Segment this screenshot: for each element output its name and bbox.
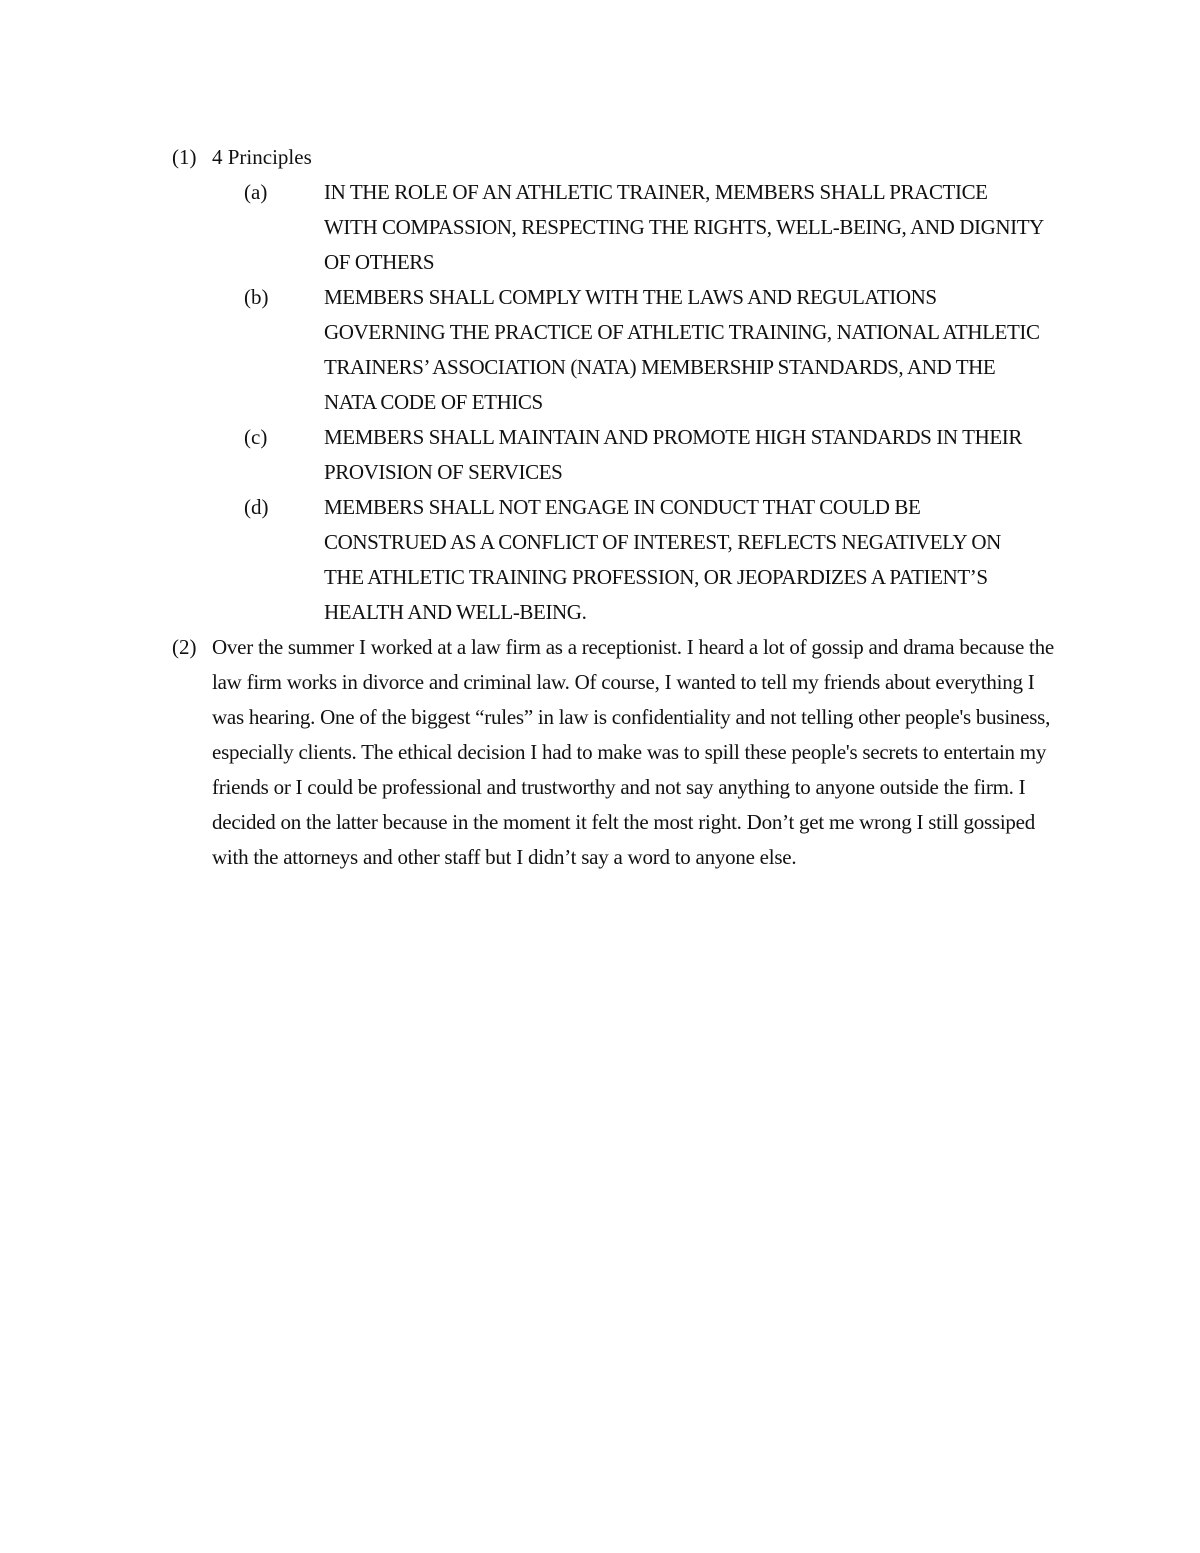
document-body bbox=[172, 140, 1072, 875]
principle-item-b bbox=[244, 280, 1044, 420]
list-marker: (2) bbox=[172, 635, 197, 659]
sublist-marker: (d) bbox=[244, 495, 269, 519]
principle-item-a bbox=[244, 175, 1044, 280]
principle-text: MEMBERS SHALL COMPLY WITH THE LAWS AND REGULATIONS GOVERNING THE PRACTICE OF ATHLETIC TRAINING, NATIONAL ATHLETIC TRAINERS’ ASSOCIATION (NATA) MEMBERSHIP STANDARDS, AND THE NATA CODE OF ETHICS bbox=[324, 285, 1040, 414]
principle-item-d bbox=[244, 490, 1044, 630]
list-item-ethical-decision bbox=[172, 630, 1072, 875]
list-item-principles bbox=[172, 140, 1072, 630]
principle-item-c bbox=[244, 420, 1044, 490]
sublist-marker: (c) bbox=[244, 425, 268, 449]
list-item-title: 4 Principles bbox=[212, 145, 312, 169]
list-marker: (1) bbox=[172, 145, 197, 169]
principles-sublist bbox=[244, 175, 1044, 630]
principle-text: IN THE ROLE OF AN ATHLETIC TRAINER, MEMBERS SHALL PRACTICE WITH COMPASSION, RESPECTING THE RIGHTS, WELL-BEING, AND DIGNITY OF OTHERS bbox=[324, 180, 1044, 274]
sublist-marker: (a) bbox=[244, 180, 268, 204]
paragraph-text: Over the summer I worked at a law firm as a receptionist. I heard a lot of gossip and drama because the law firm works in divorce and criminal law. Of course, I wanted to tell my friends about everything I was hearing. One of the biggest “rules” in law is confidentiality and not telling other people's business, especially clients. The ethical decision I had to make was to spill these people's secrets to entertain my friends or I could be professional and trustworthy and not say anything to anyone outside the firm. I decided on the latter because in the moment it felt the most right. Don’t get me wrong I still gossiped with the attorneys and other staff but I didn’t say a word to anyone else. bbox=[212, 635, 1054, 869]
sublist-marker: (b) bbox=[244, 285, 269, 309]
principle-text: MEMBERS SHALL NOT ENGAGE IN CONDUCT THAT COULD BE CONSTRUED AS A CONFLICT OF INTEREST, REFLECTS NEGATIVELY ON THE ATHLETIC TRAINING PROFESSION, OR JEOPARDIZES A PATIENT’S HEALTH AND WELL-BEING. bbox=[324, 495, 1001, 624]
principle-text: MEMBERS SHALL MAINTAIN AND PROMOTE HIGH STANDARDS IN THEIR PROVISION OF SERVICES bbox=[324, 425, 1022, 484]
